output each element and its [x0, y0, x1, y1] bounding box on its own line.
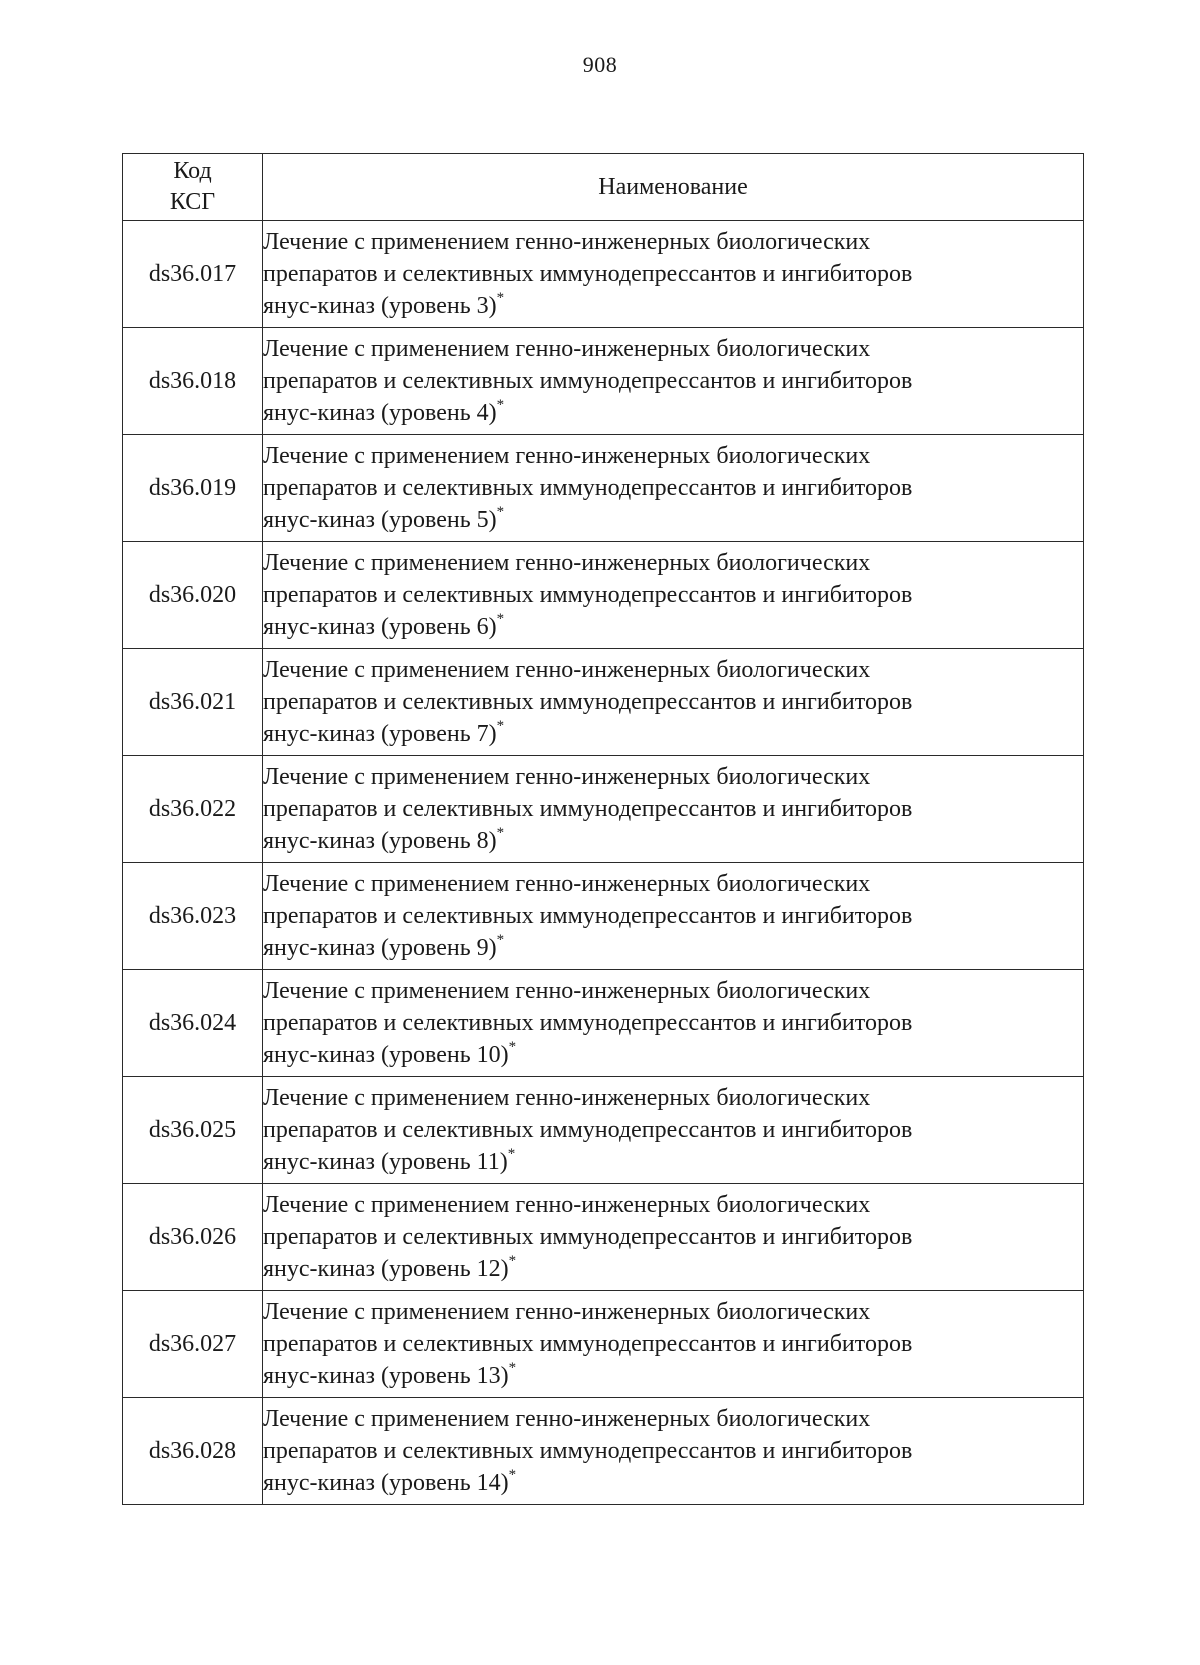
name-line-1: Лечение с применением генно-инженерных биологических — [263, 336, 871, 362]
header-name-cell: Наименование — [263, 154, 1084, 221]
name-line-3-text: янус-киназ (уровень 11) — [263, 1149, 508, 1175]
name-line-3 — [263, 1253, 1083, 1285]
name-line-1: Лечение с применением генно-инженерных биологических — [263, 443, 871, 469]
table-row — [123, 435, 1084, 542]
name-line-1: Лечение с применением генно-инженерных биологических — [263, 1406, 871, 1432]
footnote-marker: * — [508, 1253, 517, 1269]
name-line-1: Лечение с применением генно-инженерных биологических — [263, 1299, 871, 1325]
ksg-code-cell: ds36.028 — [123, 1398, 263, 1505]
name-line-2: препаратов и селективных иммунодепрессантов и ингибиторов — [263, 796, 913, 822]
name-line-3-text: янус-киназ (уровень 5) — [263, 507, 497, 533]
name-line-2: препаратов и селективных иммунодепрессантов и ингибиторов — [263, 261, 913, 287]
ksg-name-cell — [263, 1184, 1084, 1291]
name-line-3 — [263, 718, 1083, 750]
header-code-cell — [123, 154, 263, 221]
name-line-3 — [263, 1039, 1083, 1071]
name-line-1: Лечение с применением генно-инженерных биологических — [263, 229, 871, 255]
footnote-marker: * — [508, 1467, 517, 1483]
ksg-name-cell — [263, 756, 1084, 863]
name-line-3-text: янус-киназ (уровень 10) — [263, 1042, 509, 1068]
ksg-name-cell — [263, 328, 1084, 435]
ksg-code-cell: ds36.024 — [123, 970, 263, 1077]
name-line-3-text: янус-киназ (уровень 13) — [263, 1363, 509, 1389]
ksg-name-cell — [263, 863, 1084, 970]
name-line-3-text: янус-киназ (уровень 12) — [263, 1256, 509, 1282]
footnote-marker: * — [496, 932, 505, 948]
table-row — [123, 649, 1084, 756]
ksg-code-cell: ds36.021 — [123, 649, 263, 756]
name-line-1: Лечение с применением генно-инженерных биологических — [263, 871, 871, 897]
ksg-name-cell — [263, 1398, 1084, 1505]
table-row — [123, 756, 1084, 863]
name-line-1: Лечение с применением генно-инженерных биологических — [263, 764, 871, 790]
name-line-3 — [263, 504, 1083, 536]
name-line-1: Лечение с применением генно-инженерных биологических — [263, 657, 871, 683]
ksg-code-cell: ds36.019 — [123, 435, 263, 542]
ksg-name-cell — [263, 435, 1084, 542]
footnote-marker: * — [496, 718, 505, 734]
footnote-marker: * — [508, 1360, 517, 1376]
name-line-3-text: янус-киназ (уровень 6) — [263, 614, 497, 640]
page-number: 908 — [582, 52, 618, 77]
table-row — [123, 1398, 1084, 1505]
footnote-marker: * — [496, 504, 505, 520]
ksg-name-cell — [263, 221, 1084, 328]
name-line-1: Лечение с применением генно-инженерных биологических — [263, 1085, 871, 1111]
name-line-3 — [263, 290, 1083, 322]
ksg-code-cell: ds36.020 — [123, 542, 263, 649]
name-line-3 — [263, 397, 1083, 429]
name-line-3-text: янус-киназ (уровень 7) — [263, 721, 497, 747]
footnote-marker: * — [496, 825, 505, 841]
table-row — [123, 542, 1084, 649]
name-line-3 — [263, 611, 1083, 643]
header-code-line1: Код — [173, 158, 212, 184]
name-line-2: препаратов и селективных иммунодепрессантов и ингибиторов — [263, 1010, 913, 1036]
ksg-code-cell: ds36.022 — [123, 756, 263, 863]
name-line-3-text: янус-киназ (уровень 8) — [263, 828, 497, 854]
footnote-marker: * — [496, 397, 505, 413]
table-row — [123, 1077, 1084, 1184]
name-line-2: препаратов и селективных иммунодепрессантов и ингибиторов — [263, 1224, 913, 1250]
name-line-1: Лечение с применением генно-инженерных биологических — [263, 1192, 871, 1218]
name-line-2: препаратов и селективных иммунодепрессантов и ингибиторов — [263, 475, 913, 501]
ksg-code-cell: ds36.023 — [123, 863, 263, 970]
name-line-3-text: янус-киназ (уровень 3) — [263, 293, 497, 319]
name-line-1: Лечение с применением генно-инженерных биологических — [263, 978, 871, 1004]
ksg-code-cell: ds36.026 — [123, 1184, 263, 1291]
ksg-table — [122, 153, 1084, 1505]
ksg-code-cell: ds36.018 — [123, 328, 263, 435]
table-body — [123, 221, 1084, 1505]
name-line-3 — [263, 1467, 1083, 1499]
table-row — [123, 970, 1084, 1077]
table-row — [123, 221, 1084, 328]
ksg-name-cell — [263, 1291, 1084, 1398]
table-row — [123, 1291, 1084, 1398]
ksg-name-cell — [263, 970, 1084, 1077]
ksg-name-cell — [263, 1077, 1084, 1184]
name-line-3 — [263, 932, 1083, 964]
ksg-code-cell: ds36.017 — [123, 221, 263, 328]
name-line-1: Лечение с применением генно-инженерных биологических — [263, 550, 871, 576]
table-row — [123, 1184, 1084, 1291]
name-line-2: препаратов и селективных иммунодепрессантов и ингибиторов — [263, 368, 913, 394]
ksg-name-cell — [263, 649, 1084, 756]
name-line-2: препаратов и селективных иммунодепрессантов и ингибиторов — [263, 1117, 913, 1143]
name-line-2: препаратов и селективных иммунодепрессантов и ингибиторов — [263, 903, 913, 929]
name-line-2: препаратов и селективных иммунодепрессантов и ингибиторов — [263, 689, 913, 715]
name-line-3 — [263, 1360, 1083, 1392]
name-line-3 — [263, 1146, 1083, 1178]
ksg-code-cell: ds36.025 — [123, 1077, 263, 1184]
ksg-name-cell — [263, 542, 1084, 649]
table-row — [123, 328, 1084, 435]
name-line-3 — [263, 825, 1083, 857]
name-line-2: препаратов и селективных иммунодепрессантов и ингибиторов — [263, 1331, 913, 1357]
footnote-marker: * — [496, 611, 505, 627]
name-line-2: препаратов и селективных иммунодепрессантов и ингибиторов — [263, 1438, 913, 1464]
name-line-3-text: янус-киназ (уровень 4) — [263, 400, 497, 426]
table-header-row — [123, 154, 1084, 221]
name-line-3-text: янус-киназ (уровень 9) — [263, 935, 497, 961]
table-row — [123, 863, 1084, 970]
footnote-marker: * — [508, 1039, 517, 1055]
header-code-line2: КСГ — [169, 189, 216, 215]
footnote-marker: * — [507, 1146, 516, 1162]
footnote-marker: * — [496, 290, 505, 306]
name-line-2: препаратов и селективных иммунодепрессантов и ингибиторов — [263, 582, 913, 608]
name-line-3-text: янус-киназ (уровень 14) — [263, 1470, 509, 1496]
ksg-code-cell: ds36.027 — [123, 1291, 263, 1398]
